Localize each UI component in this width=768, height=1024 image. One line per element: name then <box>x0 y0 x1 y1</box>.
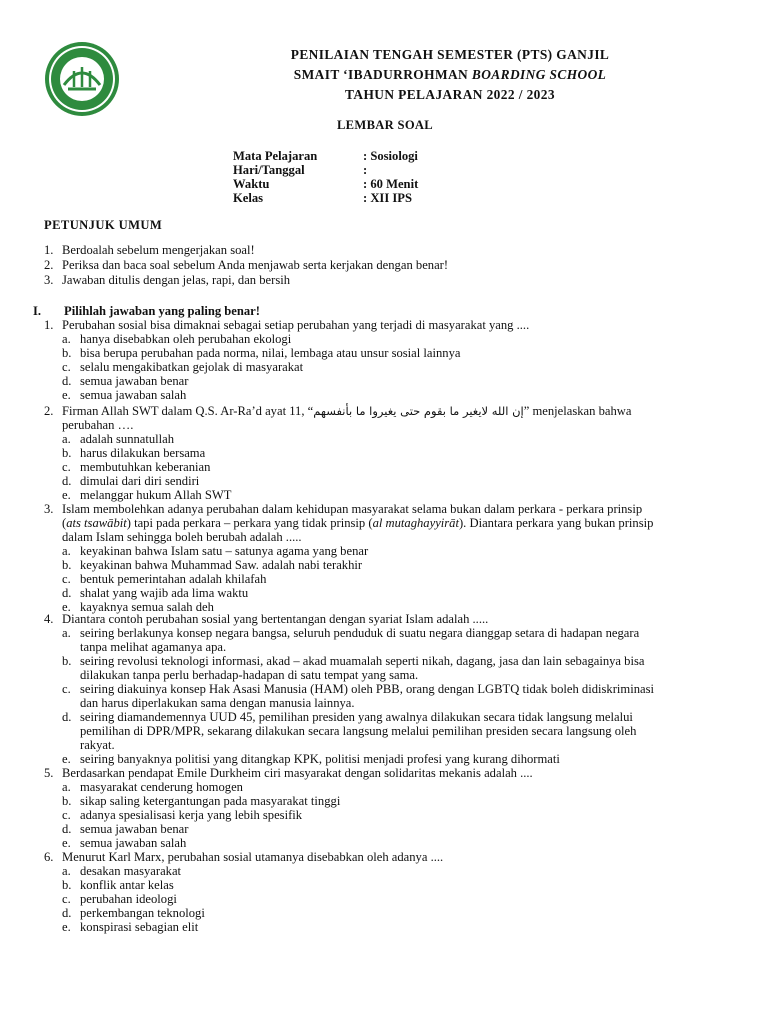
document-title: LEMBAR SOAL <box>336 118 434 132</box>
option: b. keyakinan bahwa Muhammad Saw. adalah nabi terakhir <box>62 558 363 572</box>
option: d. perkembangan teknologi <box>62 906 205 920</box>
option: b. sikap saling ketergantungan pada masyarakat tinggi <box>62 794 341 808</box>
school-name: SMAIT ‘IBADURROHMAN BOARDING SCHOOL <box>293 67 607 82</box>
question-5: 5. Berdasarkan pendapat Emile Durkheim ciri masyarakat dengan solidaritas mekanis adalah .... <box>44 766 533 780</box>
option: a. adalah sunnatullah <box>62 432 175 446</box>
option: b. harus dilakukan bersama <box>62 446 206 460</box>
option-continuation: rakyat. <box>80 738 115 752</box>
option: a. keyakinan bahwa Islam satu – satunya agama yang benar <box>62 544 369 558</box>
section-heading: I. Pilihlah jawaban yang paling benar! <box>33 304 260 318</box>
option: b. bisa berupa perubahan pada norma, nilai, lembaga atau unsur sosial lainnya <box>62 346 461 360</box>
option-continuation: pemilihan di DPR/MPR, sekarang dilakukan secara langsung melalui pemilihan presiden secara langsung oleh <box>80 724 637 738</box>
info-row-subject: Mata Pelajaran : Sosiologi <box>233 149 418 163</box>
option: c. membutuhkan keberanian <box>62 460 211 474</box>
instruction-item: 1. Berdoalah sebelum mengerjakan soal! <box>44 243 255 257</box>
question-1: 1. Perubahan sosial bisa dimaknai sebagai setiap perubahan yang terjadi di masyarakat yang .... <box>44 318 530 332</box>
instructions-heading: PETUNJUK UMUM <box>44 218 163 232</box>
question-3-line-3: dalam Islam sehingga boleh berubah adalah ..... <box>62 530 302 544</box>
option: b. seiring revolusi teknologi informasi, akad – akad muamalah seperti nikah, dagang, jasa dan lain sebagainya bisa <box>62 654 645 668</box>
option: d. shalat yang wajib ada lima waktu <box>62 586 249 600</box>
exam-title: PENILAIAN TENGAH SEMESTER (PTS) GANJIL <box>290 47 610 62</box>
option: e. kayaknya semua salah deh <box>62 600 214 614</box>
option: e. semua jawaban salah <box>62 836 187 850</box>
info-row-time: Waktu : 60 Menit <box>233 177 419 191</box>
question-2-continuation: perubahan …. <box>62 418 134 432</box>
school-logo <box>44 41 120 117</box>
question-2: 2. Firman Allah SWT dalam Q.S. Ar-Ra’d ayat 11, “إن الله لايغير ما بقوم حتى يغيروا ما بأنفسهم” menjelaskan bahwa <box>44 404 632 418</box>
instruction-item: 3. Jawaban ditulis dengan jelas, rapi, dan bersih <box>44 273 291 287</box>
exam-info <box>233 149 418 205</box>
question-6: 6. Menurut Karl Marx, perubahan sosial utamanya disebabkan oleh adanya .... <box>44 850 444 864</box>
option: c. seiring diakuinya konsep Hak Asasi Manusia (HAM) oleh PBB, orang dengan LGBTQ tidak boleh didiskriminasi <box>62 682 654 696</box>
option: d. semua jawaban benar <box>62 374 189 388</box>
option: d. seiring diamandemennya UUD 45, pemilihan presiden yang awalnya dilakukan secara tidak langsung melalui <box>62 710 633 724</box>
option: a. desakan masyarakat <box>62 864 182 878</box>
option: e. semua jawaban salah <box>62 388 187 402</box>
option-continuation: dan harus diperlakukan sama dengan manusia lainnya. <box>80 696 355 710</box>
quran-verse: إن الله لايغير ما بقوم حتى يغيروا ما بأنفسهم <box>313 404 524 418</box>
option-continuation: dilakukan tanpa perlu berhadap-hadapan di satu tempat yang sama. <box>80 668 419 682</box>
option: d. semua jawaban benar <box>62 822 189 836</box>
option: a. masyarakat cenderung homogen <box>62 780 243 794</box>
question-3: 3. Islam membolehkan adanya perubahan dalam kehidupan masyarakat selama bukan dalam perkara - perkara prinsip <box>44 502 643 516</box>
info-row-class: Kelas : XII IPS <box>233 191 412 205</box>
option: a. hanya disebabkan oleh perubahan ekologi <box>62 332 292 346</box>
option: d. dimulai dari diri sendiri <box>62 474 200 488</box>
option: b. konflik antar kelas <box>62 878 174 892</box>
option: c. perubahan ideologi <box>62 892 177 906</box>
option: c. selalu mengakibatkan gejolak di masyarakat <box>62 360 304 374</box>
instruction-item: 2. Periksa dan baca soal sebelum Anda menjawab serta kerjakan dengan benar! <box>44 258 449 272</box>
academic-year: TAHUN PELAJARAN 2022 / 2023 <box>345 87 555 102</box>
option: c. adanya spesialisasi kerja yang lebih spesifik <box>62 808 303 822</box>
option: c. bentuk pemerintahan adalah khilafah <box>62 572 267 586</box>
option: e. konspirasi sebagian elit <box>62 920 199 934</box>
option: a. seiring berlakunya konsep negara bangsa, seluruh penduduk di suatu negara dianggap setara di hadapan negara <box>62 626 640 640</box>
question-3-line-2: (ats tsawābit) tapi pada perkara – perkara yang tidak prinsip (al mutaghayyirāt). Diantara perkara yang bukan prinsip <box>62 516 654 530</box>
option-continuation: tanpa melihat agamanya apa. <box>80 640 227 654</box>
question-4: 4. Diantara contoh perubahan sosial yang bertentangan dengan syariat Islam adalah ..... <box>44 612 489 626</box>
option: e. seiring banyaknya politisi yang ditangkap KPK, politisi menjadi profesi yang kurang dihormati <box>62 752 560 766</box>
option: e. melanggar hukum Allah SWT <box>62 488 232 502</box>
info-row-date: Hari/Tanggal : <box>233 163 368 177</box>
